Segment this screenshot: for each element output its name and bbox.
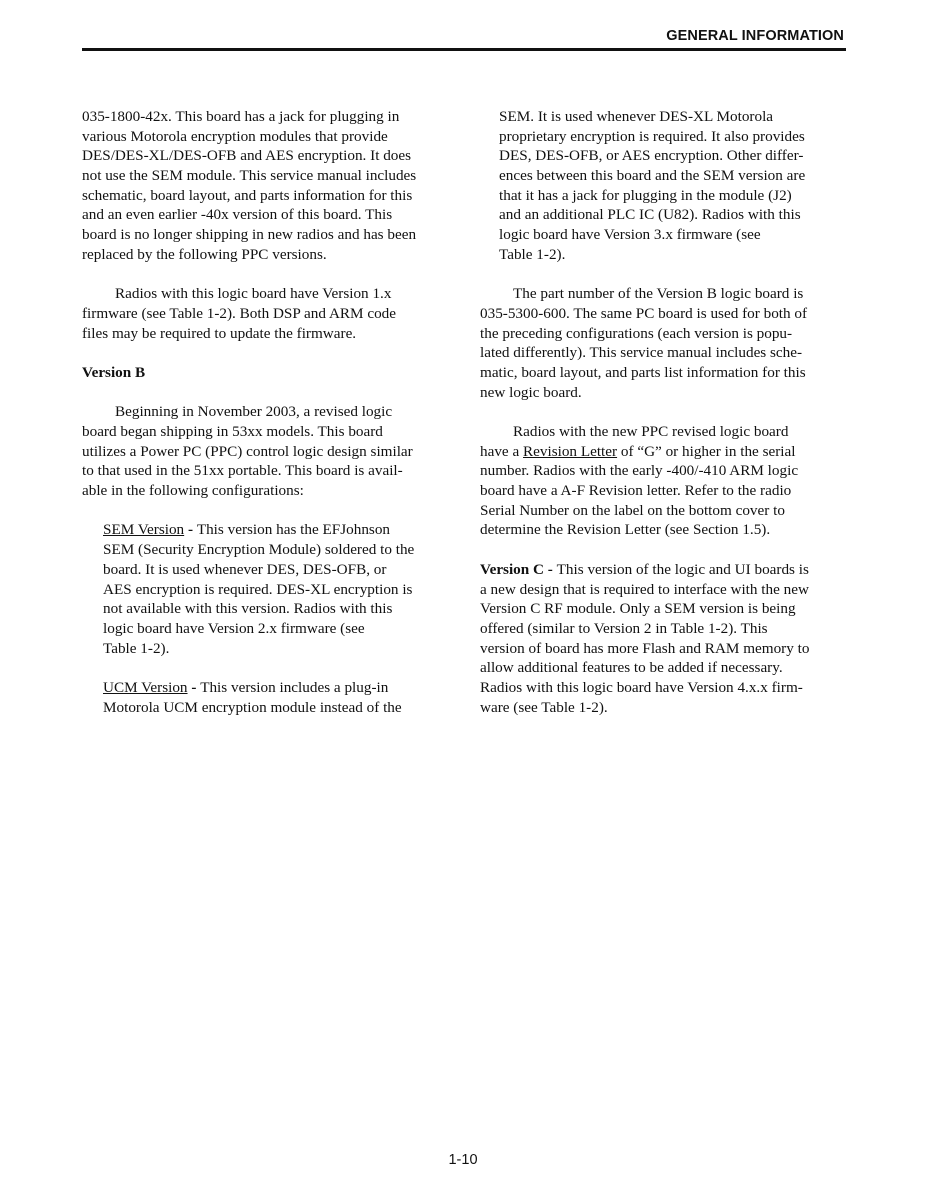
sem-version-dash: - xyxy=(184,521,197,539)
ucm-version-block xyxy=(82,678,447,717)
paragraph-part-number xyxy=(480,284,846,402)
text-line: logic board have Version 2.x firmware (see xyxy=(103,619,365,637)
text-line: the preceding configurations (each version is popu- xyxy=(480,324,793,342)
page-number: 1-10 xyxy=(448,1152,478,1168)
ucm-version-label: UCM Version xyxy=(103,678,188,696)
text-line: schematic, board layout, and parts information for this xyxy=(82,186,413,204)
text-line: This version has the EFJohnson xyxy=(196,521,391,539)
text-fragment: have a xyxy=(480,442,524,460)
text-line: 035-5300-600. The same PC board is used for both of xyxy=(480,304,808,322)
text-line: Beginning in November 2003, a revised logic xyxy=(115,403,393,421)
text-line: 035-1800-42x. This board has a jack for plugging in xyxy=(82,108,400,125)
text-line: number. Radios with the early -400/-410 ARM logic xyxy=(480,462,799,480)
text-line: replaced by the following PPC versions. xyxy=(82,245,327,263)
text-line: Serial Number on the label on the bottom cover to xyxy=(480,501,785,519)
text-line: Radios with this logic board have Version 1.x xyxy=(115,285,392,303)
text-line: version of board has more Flash and RAM memory to xyxy=(480,639,810,657)
text-line: utilizes a Power PC (PPC) control logic design similar xyxy=(82,442,413,460)
text-line: allow additional features to be added if necessary. xyxy=(480,659,783,677)
text-line: ences between this board and the SEM version are xyxy=(499,167,806,185)
text-line: Motorola UCM encryption module instead of the xyxy=(103,698,402,716)
text-line: Version C RF module. Only a SEM version is being xyxy=(480,600,796,618)
text-line: determine the Revision Letter (see Section 1.5). xyxy=(480,521,771,539)
left-column xyxy=(82,107,447,717)
text-line: lated differently). This service manual includes sche- xyxy=(480,344,803,362)
text-line: This version includes a plug-in xyxy=(200,678,389,696)
version-c-label: Version C xyxy=(480,560,544,578)
text-line: Radios with this logic board have Version 4.x.x firm- xyxy=(480,678,803,696)
sem-version-label: SEM Version xyxy=(103,521,185,539)
paragraph-ucm-continued xyxy=(480,107,846,265)
section-heading-version-b: Version B xyxy=(82,363,146,381)
text-line: DES, DES-OFB, or AES encryption. Other differ- xyxy=(499,147,804,165)
text-line: a new design that is required to interface with the new xyxy=(480,580,809,598)
text-line: Radios with the new PPC revised logic board xyxy=(513,423,789,440)
paragraph-version-1x-firmware xyxy=(82,284,447,343)
text-line: and an additional PLC IC (U82). Radios with this xyxy=(499,206,801,224)
text-line: The part number of the Version B logic board is xyxy=(513,285,804,303)
paragraph-version-c xyxy=(480,560,846,718)
text-line: matic, board layout, and parts list information for this xyxy=(480,363,806,381)
text-line: offered (similar to Version 2 in Table 1-2). This xyxy=(480,619,768,637)
text-line: and an even earlier -40x version of this board. This xyxy=(82,206,393,224)
page-header-title: GENERAL INFORMATION xyxy=(666,28,844,44)
text-line: board have a A-F Revision letter. Refer to the radio xyxy=(480,482,792,500)
text-line: not available with this version. Radios with this xyxy=(103,600,393,618)
revision-letter-link: Revision Letter xyxy=(523,442,618,460)
text-line: logic board have Version 3.x firmware (see xyxy=(499,226,761,244)
text-line: SEM. It is used whenever DES-XL Motorola xyxy=(499,108,774,125)
text-line: Table 1-2). xyxy=(499,245,566,263)
text-line: board began shipping in 53xx models. This board xyxy=(82,423,383,440)
version-c-dash: - xyxy=(544,560,557,578)
sem-version-block xyxy=(82,520,447,658)
paragraph-board-42x xyxy=(82,107,447,265)
text-line: Table 1-2). xyxy=(103,639,170,657)
text-line: AES encryption is required. DES-XL encryption is xyxy=(103,580,413,598)
text-line: firmware (see Table 1-2). Both DSP and ARM code xyxy=(82,304,397,322)
text-line: ware (see Table 1-2). xyxy=(480,698,608,716)
paragraph-version-b-intro xyxy=(82,402,447,500)
right-column xyxy=(480,107,846,717)
text-line: proprietary encryption is required. It also provides xyxy=(499,127,805,145)
header-rule xyxy=(82,48,846,51)
text-line: new logic board. xyxy=(480,383,582,401)
text-line: to that used in the 51xx portable. This board is avail- xyxy=(82,462,403,480)
text-fragment: of “G” or higher in the serial xyxy=(617,442,796,460)
text-line: board is no longer shipping in new radios and has been xyxy=(82,226,417,244)
text-line: that it has a jack for plugging in the module (J2) xyxy=(499,186,792,204)
paragraph-revision-letter xyxy=(480,422,846,540)
text-line: various Motorola encryption modules that provide xyxy=(82,127,388,145)
text-line: not use the SEM module. This service manual includes xyxy=(82,167,417,185)
text-line: files may be required to update the firmware. xyxy=(82,324,357,342)
ucm-version-dash: - xyxy=(187,678,201,696)
text-line: SEM (Security Encryption Module) soldered to the xyxy=(103,541,415,559)
text-line: able in the following configurations: xyxy=(82,482,304,500)
text-line: board. It is used whenever DES, DES-OFB, or xyxy=(103,560,387,578)
text-line: DES/DES-XL/DES-OFB and AES encryption. It does xyxy=(82,147,412,165)
text-line: This version of the logic and UI boards is xyxy=(556,560,809,578)
